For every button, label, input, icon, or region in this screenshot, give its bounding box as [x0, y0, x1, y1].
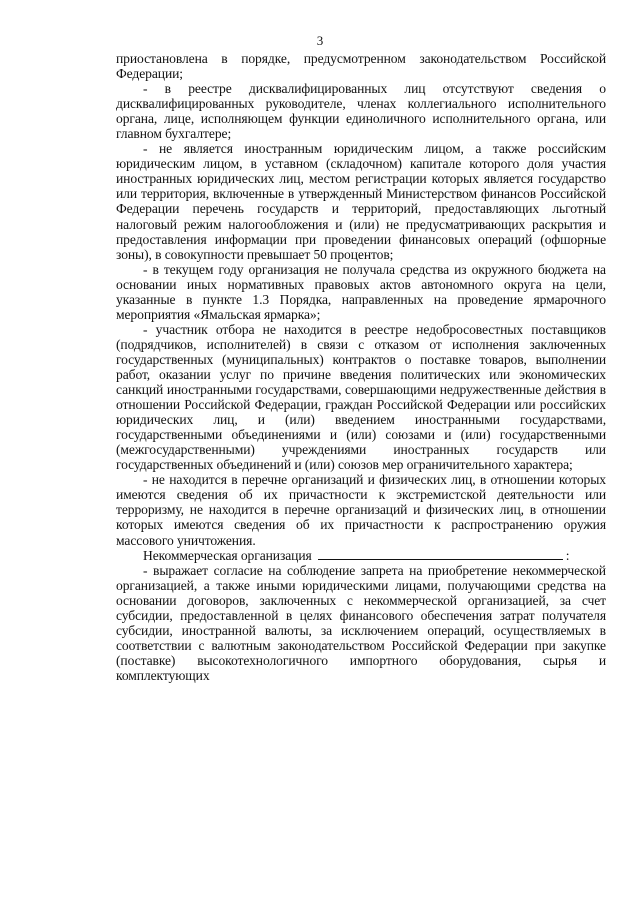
paragraph-extremism-list: - не находится в перечне организаций и физических лиц, в отношении которых имеются сведения об их причастности к экстремистской деятельности или терроризму, не находится в перечне организаций и физических лиц, в отношении которых имеются сведения об их причастности к распространению оружия массового уничтожения.	[116, 472, 606, 548]
paragraph-currency-ban: - выражает согласие на соблюдение запрета на приобретение некоммерческой организацией, а также иными юридическими лицами, получающими средства на основании договоров, заключенных с некоммерческой организацией, за счет субсидии, предоставленной в целях финансового обеспечения затрат получателя субсидии, иностранной валюты, за исключением операций, осуществляемых в соответствии с валютным законодательством Российской Федерации при закупке (поставке) высокотехнологичного импортного оборудования, сырья и комплектующих	[116, 562, 606, 683]
paragraph-district-budget: - в текущем году организация не получала средства из окружного бюджета на основании иных нормативных правовых актов автономного округа на цели, указанные в пункте 1.3 Порядка, направленных на проведение ярмарочного мероприятия «Ямальская ярмарка»;	[116, 261, 606, 322]
nko-name-blank	[318, 548, 563, 560]
paragraph-continuation: приостановлена в порядке, предусмотренном законодательством Российской Федерации;	[116, 51, 606, 82]
nko-suffix: :	[565, 547, 570, 563]
nko-label: Некоммерческая организация	[143, 547, 312, 563]
document-body	[116, 51, 606, 683]
page-number: 3	[316, 33, 324, 48]
paragraph-unscrupulous-suppliers: - участник отбора не находится в реестре недобросовестных поставщиков (подрядчиков, исполнителей) в связи с отказом от исполнения заключенных государственных (муниципальных) контрактов о поставке товаров, выполнении работ, оказании услуг по причине введения политических или экономических санкций иностранными государствами, совершающими недружественные действия в отношении Российской Федерации, граждан Российской Федерации или российских юридических лиц, и (или) введением иностранными государствами, государственными объединениями и (или) союзами и (или) государственными (межгосударственными) учреждениями иностранных государств или государственных объединений и (или) союзов мер ограничительного характера;	[116, 321, 606, 473]
paragraph-disqualified-registry: - в реестре дисквалифицированных лиц отсутствуют сведения о дисквалифицированных руководителе, членах коллегиального исполнительного органа, лице, исполняющем функции единоличного исполнительного органа, или главном бухгалтере;	[116, 81, 606, 142]
nko-line	[116, 548, 606, 563]
paragraph-foreign-entity: - не является иностранным юридическим лицом, а также российским юридическим лицом, в уставном (складочном) капитале которого доля участия иностранных юридических лиц, местом регистрации которых является государство или территория, включенные в утвержденный Министерством финансов Российской Федерации перечень государств и территорий, предоставляющих льготный налоговый режим налогообложения и (или) не предусматривающих раскрытия и предоставления информации при проведении финансовых операций (офшорные зоны), в совокупности превышает 50 процентов;	[116, 141, 606, 262]
